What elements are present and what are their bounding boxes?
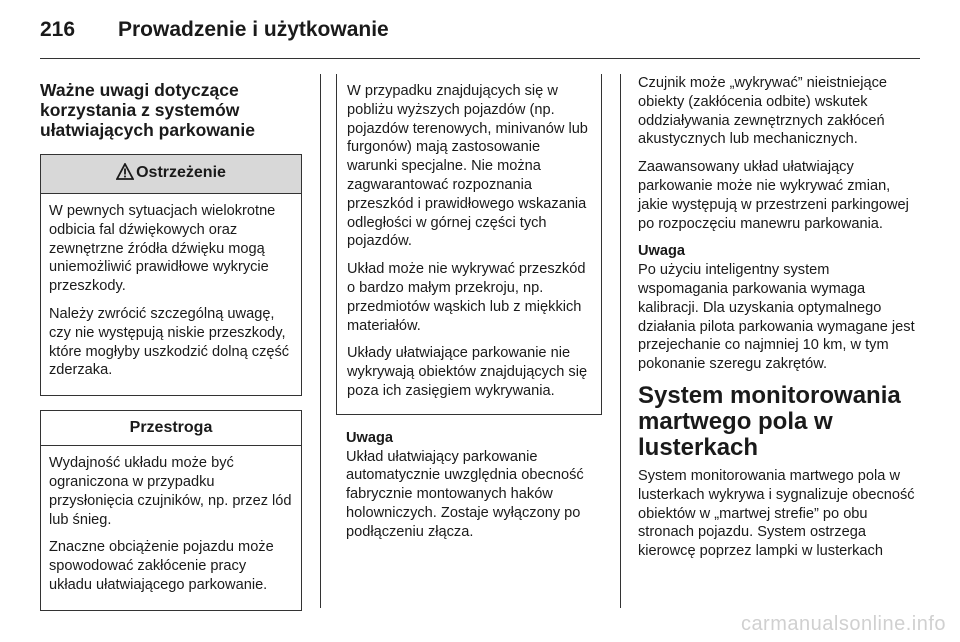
- warning-paragraph: W pewnych sytuacjach wielokrotne odbicia fal dźwiękowych oraz zewnętrzne źródła dźwięku mogą uniemożliwić prawidłowe wykrycie przeszkody.: [49, 203, 276, 295]
- caution-box-body: [41, 446, 301, 610]
- warning-box-body: [41, 194, 301, 395]
- note-text: Układ ułatwiający parkowanie automatycznie uwzględnia obecność fabrycznie montowanych haków holowniczych. Zostaje wyłączony po podłączeniu złącza.: [346, 448, 584, 540]
- continued-caution-body: [337, 74, 601, 414]
- column-right: [638, 74, 920, 570]
- header-divider: [40, 58, 920, 59]
- caution-box: [40, 410, 302, 611]
- note-block: [336, 429, 602, 542]
- watermark: carmanualsonline.info: [740, 613, 946, 635]
- caution-paragraph: Układ może nie wykrywać przeszkód o bardzo małym przekroju, np. przedmiotów wąskich lub z miękkich materiałów.: [347, 261, 586, 334]
- column-left: [40, 74, 302, 611]
- section-heading-blind-spot: System monitorowania martwego pola w lusterkach: [638, 381, 901, 461]
- warning-box-title: [41, 155, 301, 194]
- column-divider: [320, 74, 321, 608]
- caution-box-title: Przestroga: [41, 411, 301, 446]
- caution-paragraph: Znaczne obciążenie pojazdu może spowodować zakłócenie pracy układu ułatwiającego parkowanie.: [49, 539, 274, 593]
- caution-paragraph: Układy ułatwiające parkowanie nie wykrywają obiektów znajdujących się poza ich zasięgiem wykrywania.: [347, 345, 588, 399]
- warning-title-text: Ostrzeżenie: [136, 164, 226, 181]
- column-middle: [336, 74, 602, 551]
- section-body-text: System monitorowania martwego pola w lusterkach wykrywa i sygnalizuje obecność obiektów w „martwej strefie” po obu stronach pojazdu. System ostrzega kierowcę poprzez lampki w lusterkach: [638, 467, 915, 560]
- column-divider: [620, 74, 621, 608]
- note-text: Po użyciu inteligentny system wspomagania parkowania wymaga kalibracji. Dla uzyskania optymalnego działania pilota parkowania wymagane jest przejechanie co najmniej 10 km, w tym pokonanie szeregu zakrętów.: [638, 262, 915, 373]
- caution-paragraph: W przypadku znajdujących się w pobliżu wyższych pojazdów (np. pojazdów terenowych, minivanów lub furgonów) mają zastosowanie warunki specjalne. Nie można zagwarantować rozpoznania przeszkód i prawidłowego wskazania odległości w górnej części tych pojazdów.: [347, 83, 588, 250]
- caution-paragraph: Wydajność układu może być ograniczona w przypadku przysłonięcia czujników, np. przez lód lub śnieg.: [49, 455, 292, 528]
- body-paragraph: Czujnik może „wykrywać” nieistniejące obiekty (zakłócenia odbite) wskutek oddziaływania zewnętrznych zakłóceń akustycznych lub mechanicznych.: [638, 75, 887, 148]
- chapter-title: Prowadzenie i użytkowanie: [118, 18, 389, 41]
- note-label: Uwaga: [638, 243, 686, 260]
- page-header: [40, 8, 920, 54]
- warning-box: [40, 154, 302, 396]
- note-label: Uwaga: [346, 429, 394, 446]
- continued-caution-box: [336, 74, 602, 415]
- warning-triangle-icon: [116, 163, 134, 185]
- page-number: 216: [40, 18, 76, 41]
- section-heading-parking-notes: Ważne uwagi dotyczące korzystania z systemów ułatwiających parkowanie: [40, 80, 255, 140]
- warning-paragraph: Należy zwrócić szczególną uwagę, czy nie występują niskie przeszkody, które mogłyby uszkodzić dolną część zderzaka.: [49, 305, 290, 379]
- body-paragraph: Zaawansowany układ ułatwiający parkowanie może nie wykrywać zmian, jakie występują w przestrzeni parkingowej po rozpoczęciu manewru parkowania.: [638, 159, 909, 232]
